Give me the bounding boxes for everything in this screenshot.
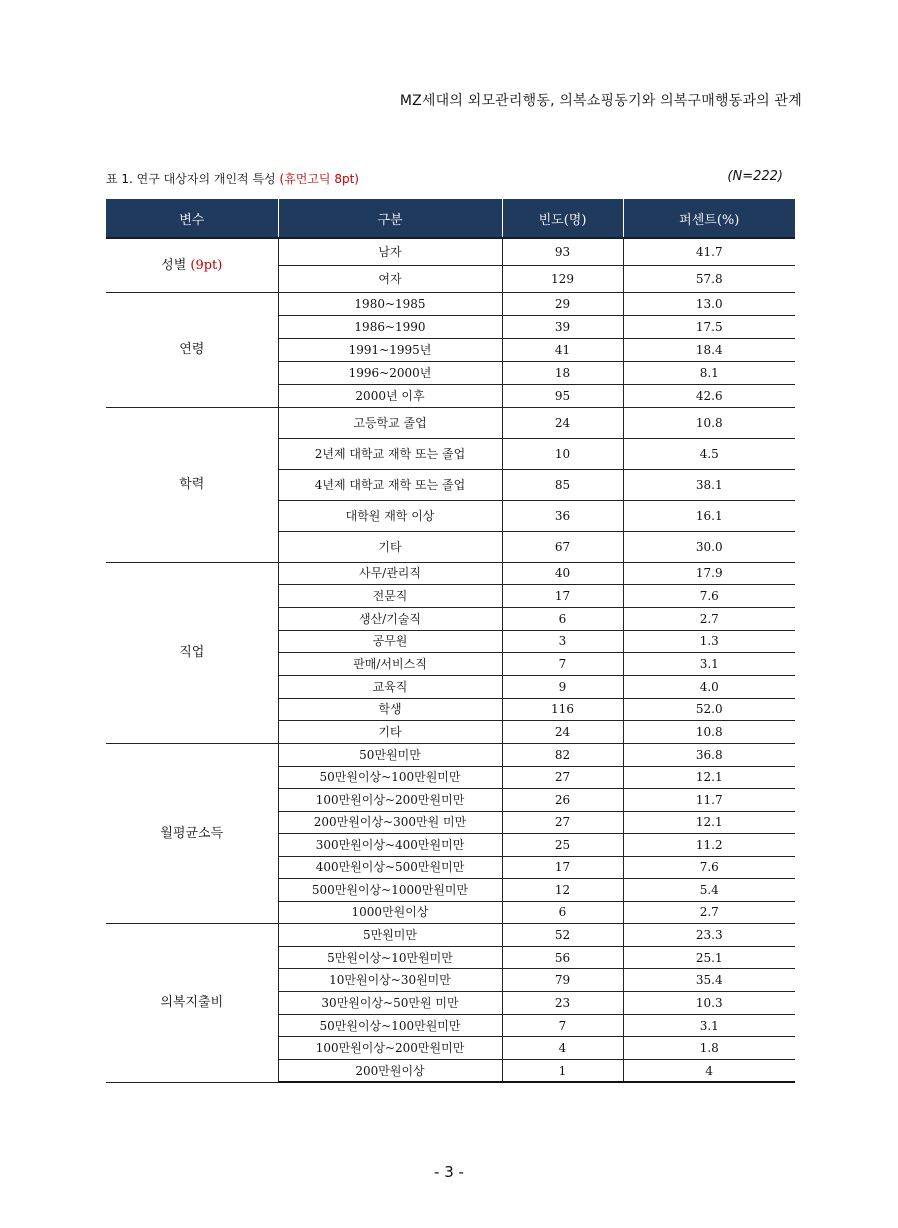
category-cell: 2000년 이후: [278, 384, 502, 407]
frequency-cell: 6: [502, 607, 623, 630]
running-title: MZ세대의 외모관리행동, 의복쇼핑동기와 의복구매행동과의 관계: [399, 93, 802, 109]
group-label: 학력: [179, 477, 205, 492]
percent-cell: 17.5: [623, 315, 795, 338]
percent-cell: 38.1: [623, 469, 795, 500]
frequency-cell: 129: [502, 265, 623, 292]
category-cell: 4년제 대학교 재학 또는 졸업: [278, 469, 502, 500]
percent-cell: 4.0: [623, 675, 795, 698]
category-cell: 고등학교 졸업: [278, 407, 502, 438]
percent-cell: 1.8: [623, 1037, 795, 1060]
category-cell: 1996~2000년: [278, 361, 502, 384]
frequency-cell: 9: [502, 675, 623, 698]
percent-cell: 11.7: [623, 789, 795, 812]
caption-text: 표 1. 연구 대상자의 개인적 특성: [106, 172, 280, 186]
percent-cell: 2.7: [623, 901, 795, 924]
table-caption: [106, 170, 359, 187]
percent-cell: 4: [623, 1060, 795, 1083]
group-label-cell: [106, 292, 278, 407]
frequency-cell: 17: [502, 856, 623, 879]
group-label: 월평균소득: [160, 826, 224, 841]
category-cell: 학생: [278, 698, 502, 721]
category-cell: 교육직: [278, 675, 502, 698]
percent-cell: 17.9: [623, 562, 795, 585]
frequency-cell: 95: [502, 384, 623, 407]
frequency-cell: 7: [502, 653, 623, 676]
frequency-cell: 93: [502, 238, 623, 265]
frequency-cell: 24: [502, 407, 623, 438]
frequency-cell: 36: [502, 500, 623, 531]
percent-cell: 36.8: [623, 744, 795, 767]
percent-cell: 12.1: [623, 766, 795, 789]
frequency-cell: 1: [502, 1060, 623, 1083]
frequency-cell: 116: [502, 698, 623, 721]
frequency-cell: 39: [502, 315, 623, 338]
table-row: [106, 562, 795, 585]
category-cell: 5만원이상~10만원미만: [278, 946, 502, 969]
frequency-cell: 26: [502, 789, 623, 812]
frequency-cell: 85: [502, 469, 623, 500]
frequency-cell: 40: [502, 562, 623, 585]
column-header-category: 구분: [278, 199, 502, 238]
sample-size-label: (N=222): [727, 169, 783, 184]
category-cell: 남자: [278, 238, 502, 265]
group-label-cell: [106, 562, 278, 744]
table-row: [106, 238, 795, 265]
percent-cell: 10.8: [623, 721, 795, 744]
column-header-percent: 퍼센트(%): [623, 199, 795, 238]
page-number: - 3 -: [434, 1163, 464, 1181]
frequency-cell: 52: [502, 924, 623, 947]
percent-cell: 11.2: [623, 834, 795, 857]
category-cell: 기타: [278, 531, 502, 562]
category-cell: 1991~1995년: [278, 338, 502, 361]
percent-cell: 30.0: [623, 531, 795, 562]
percent-cell: 12.1: [623, 811, 795, 834]
frequency-cell: 18: [502, 361, 623, 384]
frequency-cell: 56: [502, 946, 623, 969]
percent-cell: 3.1: [623, 653, 795, 676]
table-row: [106, 924, 795, 947]
percent-cell: 10.8: [623, 407, 795, 438]
percent-cell: 57.8: [623, 265, 795, 292]
category-cell: 생산/기술직: [278, 607, 502, 630]
category-cell: 전문직: [278, 585, 502, 608]
frequency-cell: 27: [502, 766, 623, 789]
percent-cell: 2.7: [623, 607, 795, 630]
frequency-cell: 3: [502, 630, 623, 653]
frequency-cell: 67: [502, 531, 623, 562]
category-cell: 판매/서비스직: [278, 653, 502, 676]
frequency-cell: 12: [502, 879, 623, 902]
group-label: 연령: [179, 342, 205, 357]
frequency-cell: 41: [502, 338, 623, 361]
percent-cell: 3.1: [623, 1014, 795, 1037]
category-cell: 10만원이상~30원미만: [278, 969, 502, 992]
group-label-cell: [106, 238, 278, 292]
group-label: 의복지출비: [160, 995, 224, 1011]
frequency-cell: 6: [502, 901, 623, 924]
frequency-cell: 82: [502, 744, 623, 767]
category-cell: 400만원이상~500만원미만: [278, 856, 502, 879]
frequency-cell: 24: [502, 721, 623, 744]
percent-cell: 52.0: [623, 698, 795, 721]
percent-cell: 10.3: [623, 992, 795, 1015]
frequency-cell: 17: [502, 585, 623, 608]
group-label-cell: [106, 407, 278, 562]
percent-cell: 16.1: [623, 500, 795, 531]
category-cell: 50만원미만: [278, 744, 502, 767]
table-header-row: [106, 199, 795, 238]
frequency-cell: 10: [502, 438, 623, 469]
column-header-frequency: 빈도(명): [502, 199, 623, 238]
category-cell: 여자: [278, 265, 502, 292]
frequency-cell: 23: [502, 992, 623, 1015]
group-label: 성별: [161, 257, 191, 273]
frequency-cell: 4: [502, 1037, 623, 1060]
caption-font-note: (휴먼고딕 8pt): [279, 172, 359, 186]
percent-cell: 42.6: [623, 384, 795, 407]
percent-cell: 5.4: [623, 879, 795, 902]
category-cell: 기타: [278, 721, 502, 744]
table-row: [106, 292, 795, 315]
category-cell: 대학원 재학 이상: [278, 500, 502, 531]
table-row: [106, 407, 795, 438]
category-cell: 1980~1985: [278, 292, 502, 315]
percent-cell: 35.4: [623, 969, 795, 992]
category-cell: 2년제 대학교 재학 또는 졸업: [278, 438, 502, 469]
percent-cell: 7.6: [623, 585, 795, 608]
table-row: [106, 744, 795, 767]
percent-cell: 41.7: [623, 238, 795, 265]
group-label-cell: [106, 744, 278, 924]
frequency-cell: 27: [502, 811, 623, 834]
percent-cell: 7.6: [623, 856, 795, 879]
category-cell: 100만원이상~200만원미만: [278, 789, 502, 812]
frequency-cell: 25: [502, 834, 623, 857]
percent-cell: 8.1: [623, 361, 795, 384]
percent-cell: 23.3: [623, 924, 795, 947]
category-cell: 300만원이상~400만원미만: [278, 834, 502, 857]
category-cell: 공무원: [278, 630, 502, 653]
category-cell: 100만원이상~200만원미만: [278, 1037, 502, 1060]
category-cell: 200만원이상~300만원 미만: [278, 811, 502, 834]
frequency-cell: 29: [502, 292, 623, 315]
category-cell: 사무/관리직: [278, 562, 502, 585]
percent-cell: 13.0: [623, 292, 795, 315]
category-cell: 50만원이상~100만원미만: [278, 766, 502, 789]
category-cell: 1000만원이상: [278, 901, 502, 924]
percent-cell: 25.1: [623, 946, 795, 969]
frequency-cell: 7: [502, 1014, 623, 1037]
group-label: 직업: [179, 645, 205, 661]
frequency-cell: 79: [502, 969, 623, 992]
category-cell: 1986~1990: [278, 315, 502, 338]
percent-cell: 1.3: [623, 630, 795, 653]
category-cell: 200만원이상: [278, 1060, 502, 1083]
category-cell: 5만원미만: [278, 924, 502, 947]
column-header-variable: 변수: [106, 199, 278, 238]
percent-cell: 18.4: [623, 338, 795, 361]
group-label-cell: [106, 924, 278, 1083]
category-cell: 50만원이상~100만원미만: [278, 1014, 502, 1037]
category-cell: 30만원이상~50만원 미만: [278, 992, 502, 1015]
category-cell: 500만원이상~1000만원미만: [278, 879, 502, 902]
characteristics-table: [106, 199, 795, 1083]
group-label-note: (9pt): [190, 257, 223, 273]
percent-cell: 4.5: [623, 438, 795, 469]
table-body: [106, 238, 795, 1082]
